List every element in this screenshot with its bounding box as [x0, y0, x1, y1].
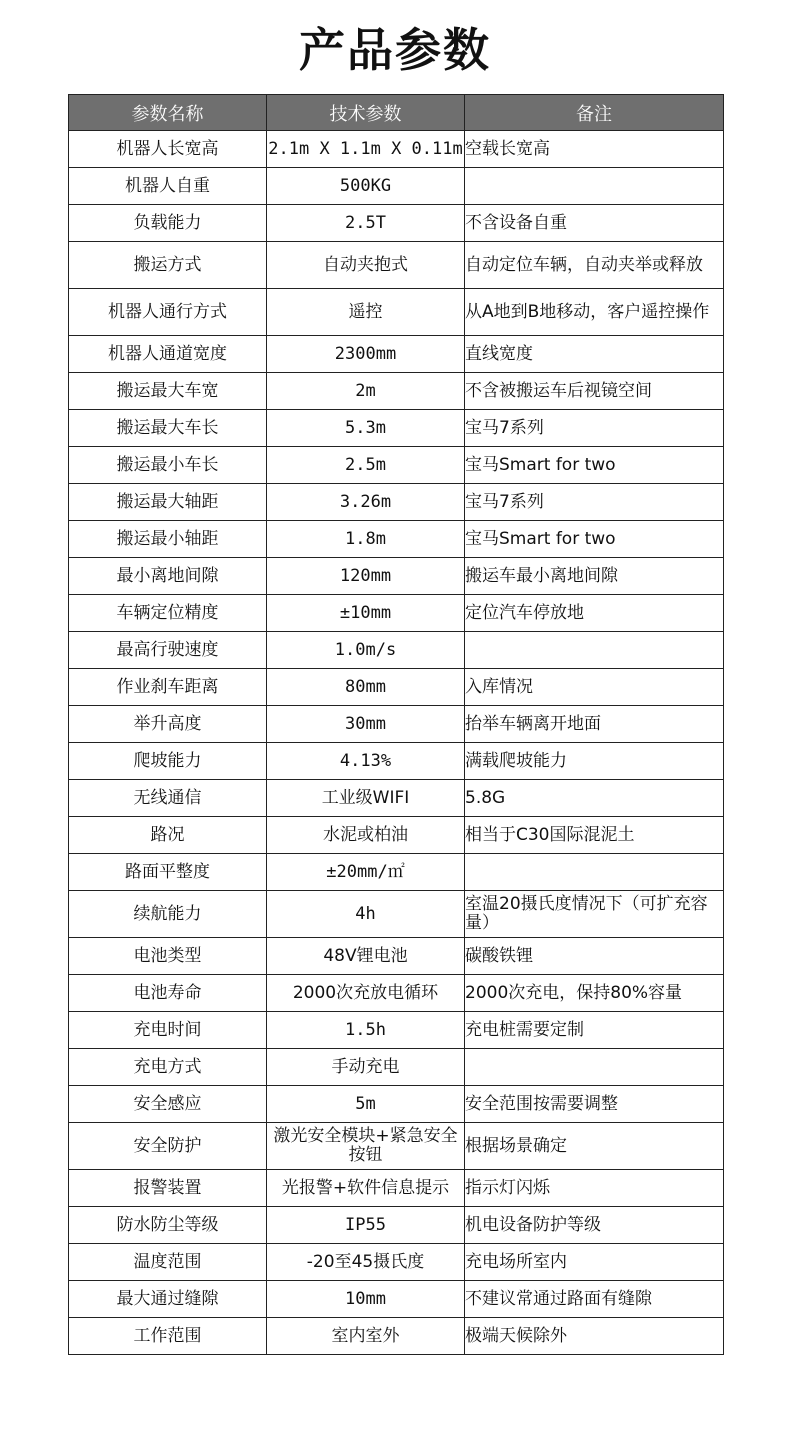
param-value-cell: 5.3m: [267, 410, 465, 447]
param-name-cell: 安全感应: [69, 1086, 267, 1123]
param-value-cell: 30mm: [267, 706, 465, 743]
header-remark: 备注: [465, 95, 724, 131]
param-value-cell: 工业级WIFI: [267, 780, 465, 817]
table-row: [69, 632, 724, 669]
page-title: 产品参数: [299, 23, 491, 77]
remark-cell: 相当于C30国际混泥土: [465, 817, 724, 854]
param-name-cell: 搬运最大车长: [69, 410, 267, 447]
param-name-cell: 工作范围: [69, 1318, 267, 1355]
param-name-cell: 机器人长宽高: [69, 131, 267, 168]
param-name-cell: 电池寿命: [69, 975, 267, 1012]
table-row: [69, 1170, 724, 1207]
param-name-cell: 安全防护: [69, 1123, 267, 1170]
remark-cell: 直线宽度: [465, 336, 724, 373]
remark-cell: 碳酸铁锂: [465, 938, 724, 975]
param-value-cell: 水泥或柏油: [267, 817, 465, 854]
table-row: [69, 558, 724, 595]
table-row: [69, 131, 724, 168]
spec-table-body: [69, 131, 724, 1355]
table-row: [69, 817, 724, 854]
param-name-cell: 电池类型: [69, 938, 267, 975]
table-row: [69, 242, 724, 289]
remark-cell: 室温20摄氏度情况下（可扩充容量）: [465, 891, 724, 938]
param-name-cell: 无线通信: [69, 780, 267, 817]
remark-cell: 不含设备自重: [465, 205, 724, 242]
param-value-cell: 2.5T: [267, 205, 465, 242]
remark-cell: 充电场所室内: [465, 1244, 724, 1281]
header-param-name: 参数名称: [69, 95, 267, 131]
remark-cell: 定位汽车停放地: [465, 595, 724, 632]
table-row: [69, 168, 724, 205]
param-value-cell: 500KG: [267, 168, 465, 205]
remark-cell: 指示灯闪烁: [465, 1170, 724, 1207]
param-value-cell: ±20mm/㎡: [267, 854, 465, 891]
param-value-cell: ±10mm: [267, 595, 465, 632]
remark-cell: 充电桩需要定制: [465, 1012, 724, 1049]
param-name-cell: 充电方式: [69, 1049, 267, 1086]
table-row: [69, 1123, 724, 1170]
param-name-cell: 搬运最小车长: [69, 447, 267, 484]
table-row: [69, 1049, 724, 1086]
param-value-cell: 2m: [267, 373, 465, 410]
table-row: [69, 521, 724, 558]
param-value-cell: 1.0m/s: [267, 632, 465, 669]
remark-cell: 5.8G: [465, 780, 724, 817]
param-value-cell: 2300mm: [267, 336, 465, 373]
remark-cell: 极端天候除外: [465, 1318, 724, 1355]
remark-cell: 空载长宽高: [465, 131, 724, 168]
remark-cell: 不含被搬运车后视镜空间: [465, 373, 724, 410]
remark-cell: 自动定位车辆，自动夹举或释放: [465, 242, 724, 289]
param-name-cell: 最小离地间隙: [69, 558, 267, 595]
remark-cell: 宝马Smart for two: [465, 521, 724, 558]
param-name-cell: 车辆定位精度: [69, 595, 267, 632]
table-row: [69, 938, 724, 975]
param-name-cell: 最大通过缝隙: [69, 1281, 267, 1318]
remark-cell: 满载爬坡能力: [465, 743, 724, 780]
param-value-cell: 3.26m: [267, 484, 465, 521]
remark-cell: 搬运车最小离地间隙: [465, 558, 724, 595]
remark-cell: 宝马Smart for two: [465, 447, 724, 484]
table-row: [69, 1207, 724, 1244]
table-row: [69, 854, 724, 891]
table-row: [69, 205, 724, 242]
table-row: [69, 289, 724, 336]
param-name-cell: 作业刹车距离: [69, 669, 267, 706]
param-value-cell: 1.8m: [267, 521, 465, 558]
param-value-cell: 室内室外: [267, 1318, 465, 1355]
param-value-cell: 10mm: [267, 1281, 465, 1318]
param-name-cell: 最高行驶速度: [69, 632, 267, 669]
remark-cell: [465, 854, 724, 891]
param-name-cell: 搬运方式: [69, 242, 267, 289]
table-row: [69, 706, 724, 743]
header-tech-param: 技术参数: [267, 95, 465, 131]
remark-cell: [465, 168, 724, 205]
table-row: [69, 669, 724, 706]
remark-cell: 宝马7系列: [465, 484, 724, 521]
param-value-cell: 自动夹抱式: [267, 242, 465, 289]
spec-table: [68, 94, 724, 1355]
param-name-cell: 温度范围: [69, 1244, 267, 1281]
param-value-cell: 1.5h: [267, 1012, 465, 1049]
table-row: [69, 373, 724, 410]
param-value-cell: 2.5m: [267, 447, 465, 484]
remark-cell: 从A地到B地移动，客户遥控操作: [465, 289, 724, 336]
remark-cell: [465, 1049, 724, 1086]
table-row: [69, 975, 724, 1012]
param-value-cell: 5m: [267, 1086, 465, 1123]
param-value-cell: 48V锂电池: [267, 938, 465, 975]
remark-cell: 根据场景确定: [465, 1123, 724, 1170]
remark-cell: 2000次充电，保持80%容量: [465, 975, 724, 1012]
param-value-cell: IP55: [267, 1207, 465, 1244]
param-value-cell: 80mm: [267, 669, 465, 706]
param-value-cell: -20至45摄氏度: [267, 1244, 465, 1281]
param-name-cell: 搬运最小轴距: [69, 521, 267, 558]
table-header-row: [69, 95, 724, 131]
param-name-cell: 搬运最大车宽: [69, 373, 267, 410]
param-value-cell: 激光安全模块+紧急安全按钮: [267, 1123, 465, 1170]
table-row: [69, 336, 724, 373]
param-name-cell: 爬坡能力: [69, 743, 267, 780]
param-name-cell: 机器人自重: [69, 168, 267, 205]
remark-cell: 宝马7系列: [465, 410, 724, 447]
param-name-cell: 路况: [69, 817, 267, 854]
table-row: [69, 1086, 724, 1123]
param-value-cell: 2.1m X 1.1m X 0.11m: [267, 131, 465, 168]
table-row: [69, 1244, 724, 1281]
table-row: [69, 595, 724, 632]
param-name-cell: 负载能力: [69, 205, 267, 242]
param-value-cell: 2000次充放电循环: [267, 975, 465, 1012]
param-value-cell: 4.13%: [267, 743, 465, 780]
table-row: [69, 891, 724, 938]
table-row: [69, 1012, 724, 1049]
remark-cell: [465, 632, 724, 669]
param-name-cell: 路面平整度: [69, 854, 267, 891]
table-row: [69, 1318, 724, 1355]
table-row: [69, 484, 724, 521]
param-name-cell: 搬运最大轴距: [69, 484, 267, 521]
param-name-cell: 机器人通行方式: [69, 289, 267, 336]
param-value-cell: 光报警+软件信息提示: [267, 1170, 465, 1207]
param-value-cell: 手动充电: [267, 1049, 465, 1086]
param-name-cell: 报警装置: [69, 1170, 267, 1207]
remark-cell: 安全范围按需要调整: [465, 1086, 724, 1123]
table-row: [69, 410, 724, 447]
table-row: [69, 780, 724, 817]
param-value-cell: 4h: [267, 891, 465, 938]
param-value-cell: 120mm: [267, 558, 465, 595]
param-name-cell: 举升高度: [69, 706, 267, 743]
param-value-cell: 遥控: [267, 289, 465, 336]
param-name-cell: 机器人通道宽度: [69, 336, 267, 373]
remark-cell: 机电设备防护等级: [465, 1207, 724, 1244]
remark-cell: 不建议常通过路面有缝隙: [465, 1281, 724, 1318]
param-name-cell: 充电时间: [69, 1012, 267, 1049]
remark-cell: 入库情况: [465, 669, 724, 706]
remark-cell: 抬举车辆离开地面: [465, 706, 724, 743]
table-row: [69, 743, 724, 780]
table-row: [69, 1281, 724, 1318]
param-name-cell: 续航能力: [69, 891, 267, 938]
param-name-cell: 防水防尘等级: [69, 1207, 267, 1244]
table-row: [69, 447, 724, 484]
